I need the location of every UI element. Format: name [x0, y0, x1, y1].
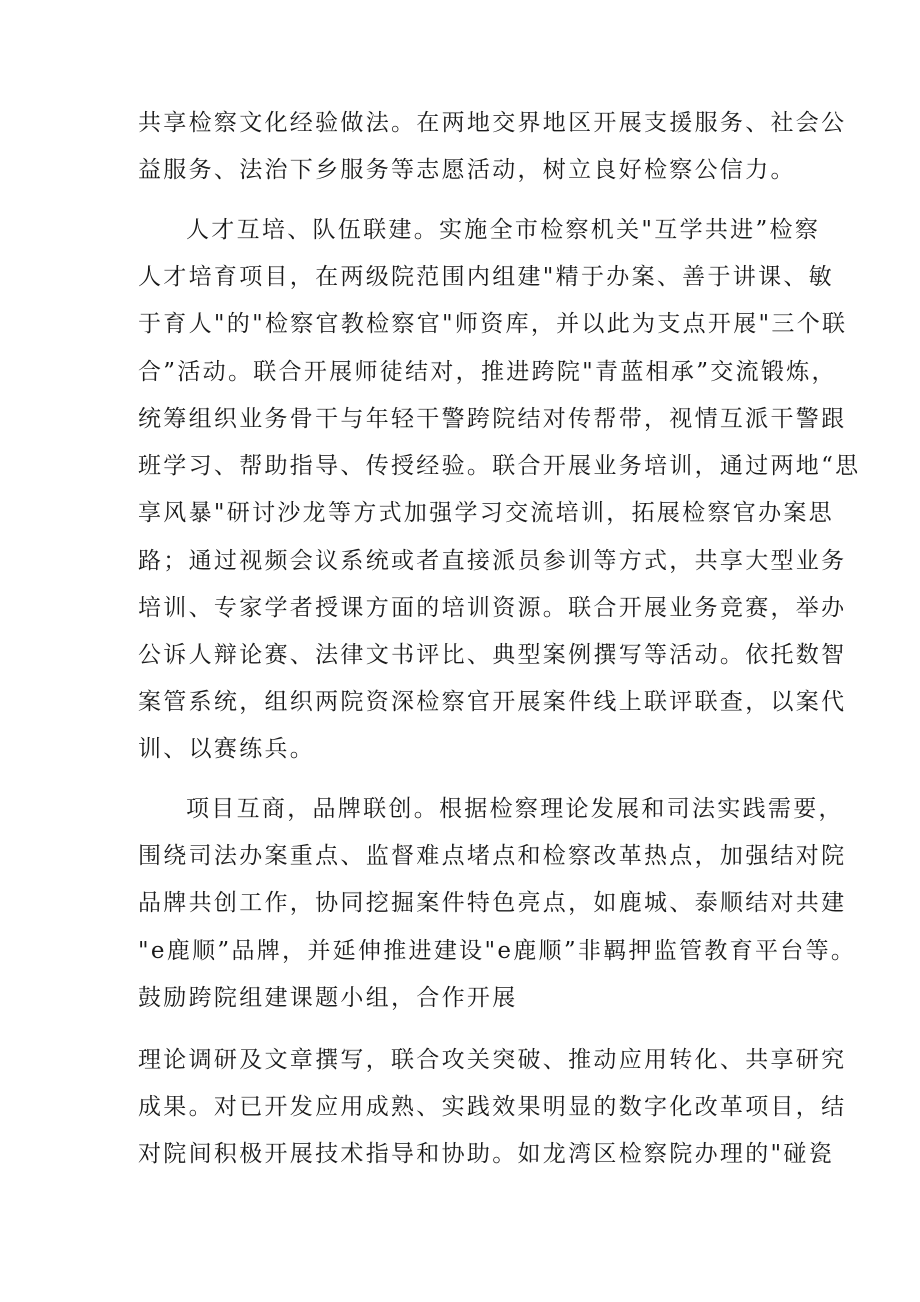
text-line-12: 公诉人辩论赛、法律文书评比、典型案例撰写等活动。依托数智	[138, 642, 847, 668]
text-line-10: 路；通过视频会议系统或者直接派员参训等方式，共享大型业务	[138, 548, 847, 574]
text-line-2: 益服务、法治下乡服务等志愿活动，树立良好检察公信力。	[138, 157, 796, 183]
text-line-22: 对院间积极开展技术指导和协助。如龙湾区检察院办理的"碰瓷	[138, 1141, 834, 1167]
paragraph-heading-talent: 人才互培、队伍联建。实施全市检察机关"互学共进”检察	[186, 217, 821, 243]
text-line-11: 培训、专家学者授课方面的培训资源。联合开展业务竞赛，举办	[138, 595, 847, 621]
text-line-13: 案管系统，组织两院资深检察官开展案件线上联评联查，以案代	[138, 689, 847, 715]
text-line-20: 理论调研及文章撰写，联合攻关突破、推动应用转化、共享研究	[138, 1047, 847, 1073]
text-line-8: 班学习、帮助指导、传授经验。联合开展业务培训，通过两地“思	[138, 453, 861, 479]
text-line-18: "e鹿顺”品牌，并延伸推进建设"e鹿顺”非羁押监管教育平台等。	[138, 938, 857, 964]
text-line-17: 品牌共创工作，协同挖掘案件特色亮点，如鹿城、泰顺结对共建	[138, 890, 847, 916]
paragraph-heading-project: 项目互商，品牌联创。根据检察理论发展和司法实践需要，	[186, 796, 844, 822]
text-line-5: 于育人"的"检察官教检察官"师资库，并以此为支点开展"三个联	[138, 311, 848, 337]
text-line-6: 合”活动。联合开展师徒结对，推进跨院"青蓝相承”交流锻炼，	[138, 359, 837, 385]
text-line-14: 训、以赛练兵。	[138, 736, 316, 762]
text-line-19: 鼓励跨院组建课题小组，合作开展	[138, 985, 518, 1011]
text-line-21: 成果。对已开发应用成熟、实践效果明显的数字化改革项目，结	[138, 1094, 847, 1120]
text-line-4: 人才培育项目，在两级院范围内组建"精于办案、善于讲课、敏	[138, 264, 834, 290]
text-line-9: 享风暴"研讨沙龙等方式加强学习交流培训，拓展检察官办案思	[138, 500, 834, 526]
text-line-7: 统筹组织业务骨干与年轻干警跨院结对传帮带，视情互派干警跟	[138, 406, 847, 432]
text-line-1: 共享检察文化经验做法。在两地交界地区开展支援服务、社会公	[138, 110, 847, 136]
text-line-16: 围绕司法办案重点、监督难点堵点和检察改革热点，加强结对院	[138, 843, 847, 869]
